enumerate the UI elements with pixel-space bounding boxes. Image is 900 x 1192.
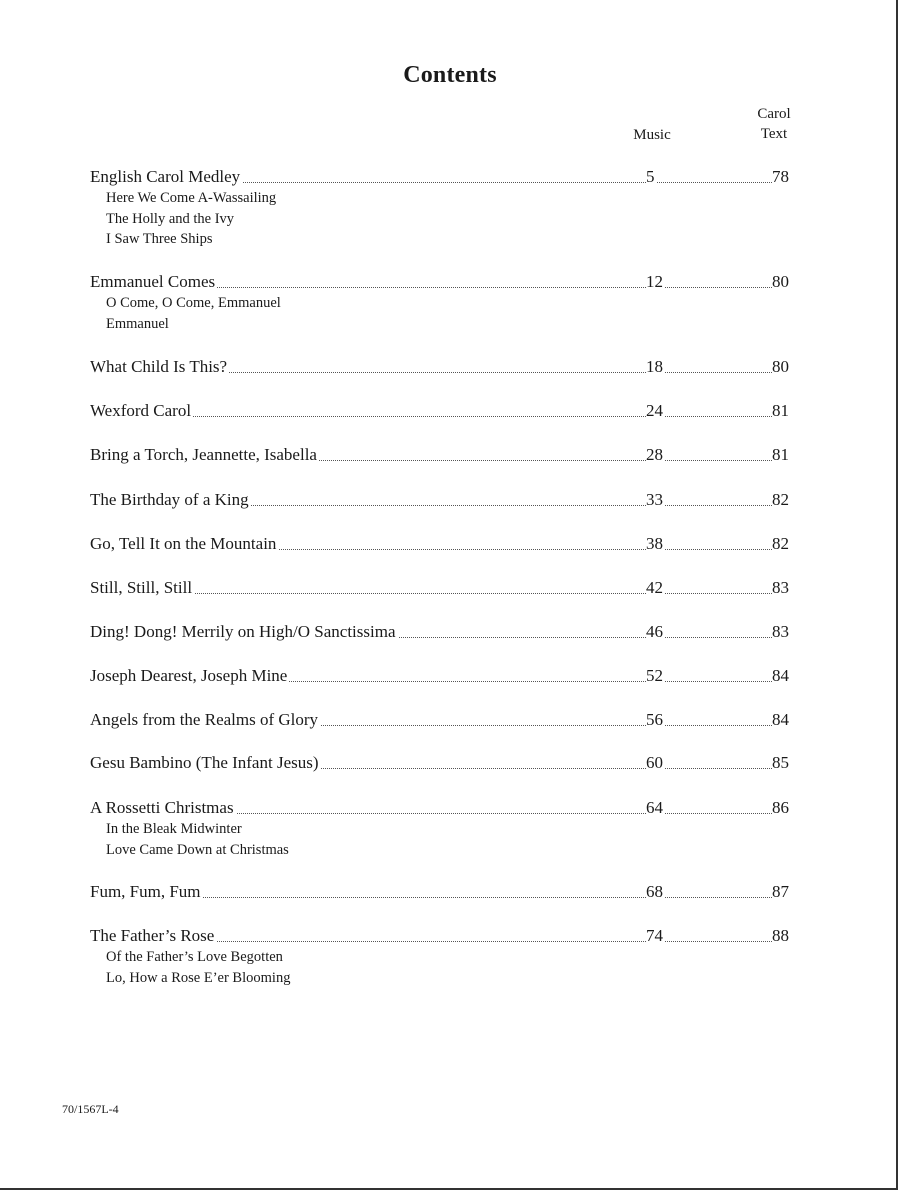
- carol-text-page-number: 80: [772, 272, 789, 291]
- music-page-number: 42: [646, 578, 663, 597]
- toc-music-cell: [646, 166, 772, 188]
- toc-entry: [90, 166, 790, 250]
- toc-title-cell: [90, 533, 646, 555]
- toc-subentry: Lo, How a Rose E’er Blooming: [106, 969, 291, 986]
- toc-entry-row: [90, 621, 790, 643]
- toc-entry: [90, 577, 790, 599]
- toc-title-cell: [90, 709, 646, 731]
- music-page-number: 5: [646, 167, 655, 186]
- toc-entry-row: [90, 881, 790, 903]
- toc-entry-title: Joseph Dearest, Joseph Mine: [90, 666, 288, 685]
- toc-entry: [90, 271, 790, 334]
- toc-music-cell: [646, 271, 772, 293]
- column-header-carol-text: [744, 104, 804, 144]
- toc-entry-title: Ding! Dong! Merrily on High/O Sanctissima: [90, 622, 396, 641]
- toc-entry-row: [90, 271, 790, 293]
- toc-entry-row: [90, 444, 790, 466]
- music-page-number: 52: [646, 666, 663, 685]
- music-page-number: 33: [646, 490, 663, 509]
- toc-entry-row: [90, 709, 790, 731]
- carol-text-page-number: 80: [772, 357, 789, 376]
- toc-subentry: O Come, O Come, Emmanuel: [106, 295, 281, 311]
- toc-entry: [90, 797, 790, 860]
- toc-title-cell: [90, 271, 646, 293]
- toc-entry-title: Wexford Carol: [90, 401, 192, 420]
- carol-text-page-number: 82: [772, 490, 789, 509]
- music-page-number: 68: [646, 882, 663, 901]
- toc-entry: [90, 665, 790, 687]
- toc-entry: [90, 881, 790, 903]
- toc-entry-row: [90, 356, 790, 378]
- toc-entry-title: Go, Tell It on the Mountain: [90, 534, 277, 553]
- column-header-carol-line1: Carol: [757, 106, 791, 122]
- toc-entry: [90, 444, 790, 466]
- music-page-number: 74: [646, 926, 663, 945]
- toc-music-cell: [646, 621, 772, 643]
- toc-music-cell: [646, 752, 772, 774]
- carol-text-page-number: 78: [772, 167, 789, 186]
- carol-text-page-number: 86: [772, 798, 789, 817]
- toc-entry-row: [90, 925, 790, 947]
- toc-entry-title: The Father’s Rose: [90, 926, 215, 945]
- toc-entry-title: A Rossetti Christmas: [90, 798, 234, 817]
- toc-entry: [90, 752, 790, 774]
- toc-entry: [90, 356, 790, 378]
- carol-text-page-number: 85: [772, 753, 789, 772]
- toc-entry-title: Fum, Fum, Fum: [90, 882, 201, 901]
- toc-music-cell: [646, 400, 772, 422]
- toc-title-cell: [90, 577, 646, 599]
- toc-subentries: [106, 819, 790, 860]
- carol-text-page-number: 82: [772, 534, 789, 553]
- toc-subentry: The Holly and the Ivy: [106, 210, 235, 227]
- music-page-number: 46: [646, 622, 663, 641]
- music-page-number: 64: [646, 798, 663, 817]
- carol-text-page-number: 83: [772, 578, 789, 597]
- toc-entry-row: [90, 489, 790, 511]
- toc-music-cell: [646, 881, 772, 903]
- toc-subentry: Emmanuel: [106, 315, 169, 332]
- toc-music-cell: [646, 533, 772, 555]
- toc-entry-row: [90, 752, 790, 774]
- toc-title-cell: [90, 752, 646, 774]
- page-title: Contents: [403, 62, 497, 88]
- toc-entry-title: Still, Still, Still: [90, 578, 193, 597]
- toc-entry-row: [90, 577, 790, 599]
- carol-text-page-number: 81: [772, 445, 789, 464]
- carol-text-page-number: 88: [772, 926, 789, 945]
- music-page-number: 12: [646, 272, 663, 291]
- toc-entry-row: [90, 797, 790, 819]
- toc-title-cell: [90, 881, 646, 903]
- toc-entry: [90, 925, 790, 988]
- toc-title-cell: [90, 665, 646, 687]
- toc-title-cell: [90, 166, 646, 188]
- toc-entry-row: [90, 400, 790, 422]
- toc-entry-row: [90, 166, 790, 188]
- toc-entry: [90, 621, 790, 643]
- toc-entry-title: Angels from the Realms of Glory: [90, 710, 319, 729]
- toc-subentry: Of the Father’s Love Begotten: [106, 949, 283, 965]
- toc-entry-row: [90, 533, 790, 555]
- toc-music-cell: [646, 797, 772, 819]
- toc-entry: [90, 489, 790, 511]
- toc-title-cell: [90, 621, 646, 643]
- column-header-carol-line2: Text: [760, 126, 788, 142]
- toc-music-cell: [646, 356, 772, 378]
- toc-title-cell: [90, 444, 646, 466]
- toc-entry-row: [90, 665, 790, 687]
- dot-leader: [646, 182, 772, 183]
- toc-entry-title: The Birthday of a King: [90, 490, 249, 509]
- carol-text-page-number: 87: [772, 882, 789, 901]
- toc-entry-title: Bring a Torch, Jeannette, Isabella: [90, 445, 317, 464]
- music-page-number: 28: [646, 445, 663, 464]
- toc-subentries: [106, 293, 790, 334]
- toc-subentries: [106, 188, 790, 250]
- music-page-number: 56: [646, 710, 663, 729]
- toc-music-cell: [646, 665, 772, 687]
- catalog-code: 70/1567L-4: [62, 1102, 119, 1116]
- carol-text-page-number: 81: [772, 401, 789, 420]
- toc-title-cell: [90, 400, 646, 422]
- toc-music-cell: [646, 444, 772, 466]
- toc-music-cell: [646, 925, 772, 947]
- toc-music-cell: [646, 577, 772, 599]
- toc-entry: [90, 709, 790, 731]
- toc-entry: [90, 400, 790, 422]
- toc-entry-title: What Child Is This?: [90, 357, 228, 376]
- carol-text-page-number: 83: [772, 622, 789, 641]
- carol-text-page-number: 84: [772, 666, 789, 685]
- toc-title-cell: [90, 489, 646, 511]
- toc-title-cell: [90, 797, 646, 819]
- music-page-number: 38: [646, 534, 663, 553]
- music-page-number: 60: [646, 753, 663, 772]
- toc-entry-title: English Carol Medley: [90, 167, 241, 186]
- toc-entry: [90, 533, 790, 555]
- toc-entry-title: Emmanuel Comes: [90, 272, 216, 291]
- toc-music-cell: [646, 709, 772, 731]
- toc-entry-title: Gesu Bambino (The Infant Jesus): [90, 753, 319, 772]
- toc-subentry: Here We Come A-Wassailing: [106, 190, 277, 206]
- toc-subentry: Love Came Down at Christmas: [106, 841, 289, 858]
- toc-subentries: [106, 947, 790, 988]
- music-page-number: 18: [646, 357, 663, 376]
- music-page-number: 24: [646, 401, 663, 420]
- toc-music-cell: [646, 489, 772, 511]
- toc-title-cell: [90, 925, 646, 947]
- toc-subentry: In the Bleak Midwinter: [106, 821, 242, 837]
- carol-text-page-number: 84: [772, 710, 789, 729]
- toc-title-cell: [90, 356, 646, 378]
- toc-subentry: I Saw Three Ships: [106, 231, 213, 247]
- column-header-music: Music: [633, 127, 671, 143]
